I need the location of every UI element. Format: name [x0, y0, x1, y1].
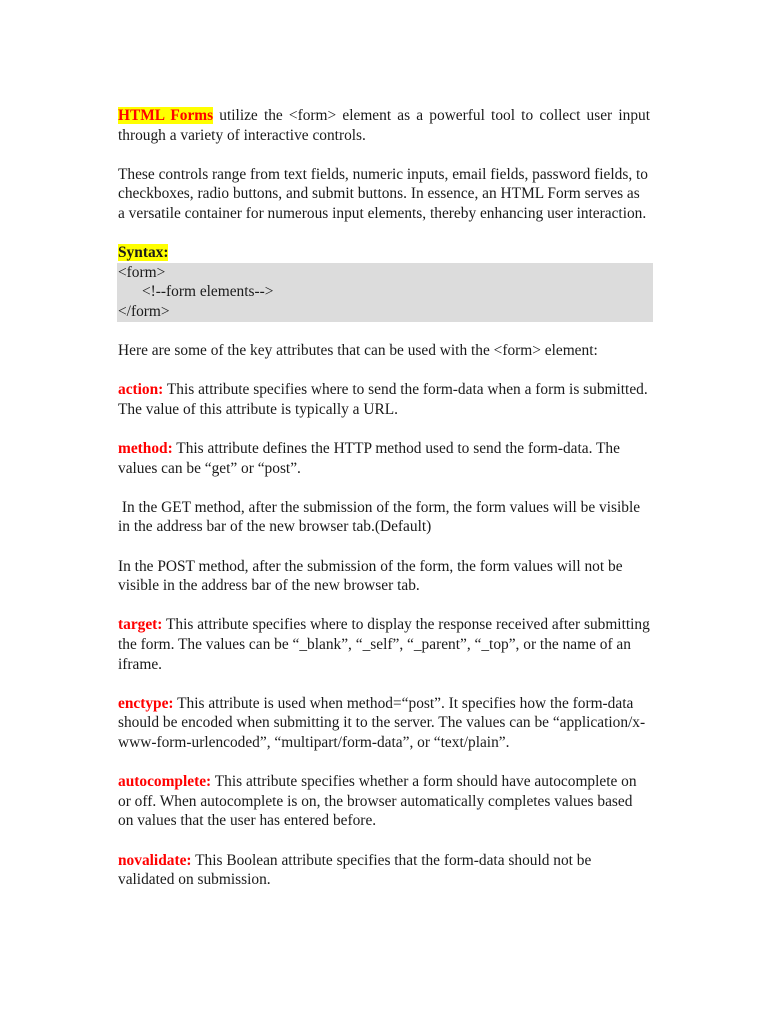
novalidate-paragraph	[118, 851, 650, 890]
syntax-label: Syntax:	[118, 244, 169, 262]
spacer	[118, 322, 650, 342]
intro-paragraph	[118, 106, 650, 145]
spacer	[118, 831, 650, 851]
document-page	[118, 106, 650, 890]
novalidate-text: This Boolean attribute specifies that the form-data should not be validated on submission.	[118, 851, 592, 889]
get-method-paragraph: In the GET method, after the submission of the form, the form values will be visible in the address bar of the new browser tab.(Default)	[118, 498, 644, 536]
novalidate-keyword: novalidate:	[118, 851, 192, 869]
intro-text: utilize the <form> element as a powerful tool to collect user input through a variety of interactive controls.	[118, 107, 650, 144]
action-text: This attribute specifies where to send the form-data when a form is submitted. The value of this attribute is typically a URL.	[118, 381, 648, 418]
syntax-code-block	[117, 263, 653, 322]
controls-paragraph: These controls range from text fields, numeric inputs, email fields, password fields, to checkboxes, radio buttons, and submit buttons. In essence, an HTML Form serves as a versatile container for numerous input elements, thereby enhancing user interaction.	[118, 165, 648, 222]
key-attributes-intro: Here are some of the key attributes that can be used with the <form> element:	[118, 342, 598, 360]
html-forms-title: HTML Forms	[118, 107, 214, 124]
method-text: This attribute defines the HTTP method used to send the form-data. The values can be “get” or “post”.	[118, 440, 620, 477]
code-line-comment: <!--form elements-->	[142, 283, 274, 301]
target-keyword: target:	[118, 616, 163, 634]
spacer	[118, 537, 650, 557]
spacer	[118, 596, 650, 616]
spacer	[118, 145, 650, 165]
target-paragraph	[118, 615, 650, 674]
spacer	[118, 753, 650, 773]
spacer	[118, 420, 650, 440]
syntax-label-line	[118, 243, 650, 263]
spacer	[118, 361, 650, 381]
action-paragraph	[118, 380, 650, 419]
code-line-open: <form>	[118, 263, 166, 281]
autocomplete-text: This attribute specifies whether a form should have autocomplete on or off. When autocomplete is on, the browser automatically completes values based on values that the user has entered before.	[118, 773, 637, 830]
method-keyword: method:	[118, 440, 173, 458]
post-method-paragraph: In the POST method, after the submission of the form, the form values will not be visible in the address bar of the new browser tab.	[118, 557, 623, 595]
spacer	[118, 478, 650, 498]
action-keyword: action:	[118, 381, 164, 399]
spacer	[118, 224, 650, 244]
code-line-close: </form>	[118, 302, 170, 320]
method-paragraph	[118, 439, 650, 478]
spacer	[118, 674, 650, 694]
enctype-keyword: enctype:	[118, 694, 174, 712]
autocomplete-paragraph	[118, 772, 650, 831]
autocomplete-keyword: autocomplete:	[118, 773, 212, 791]
enctype-paragraph	[118, 694, 650, 753]
enctype-text: This attribute is used when method=“post”. It specifies how the form-data should be encoded when submitting it to the server. The values can be “application/x-www-form-urlencoded”, “multipart/form-data”, or “text/plain”.	[118, 694, 646, 751]
target-text: This attribute specifies where to display the response received after submitting the form. The values can be “_blank”, “_self”, “_parent”, “_top”, or the name of an iframe.	[118, 616, 650, 673]
